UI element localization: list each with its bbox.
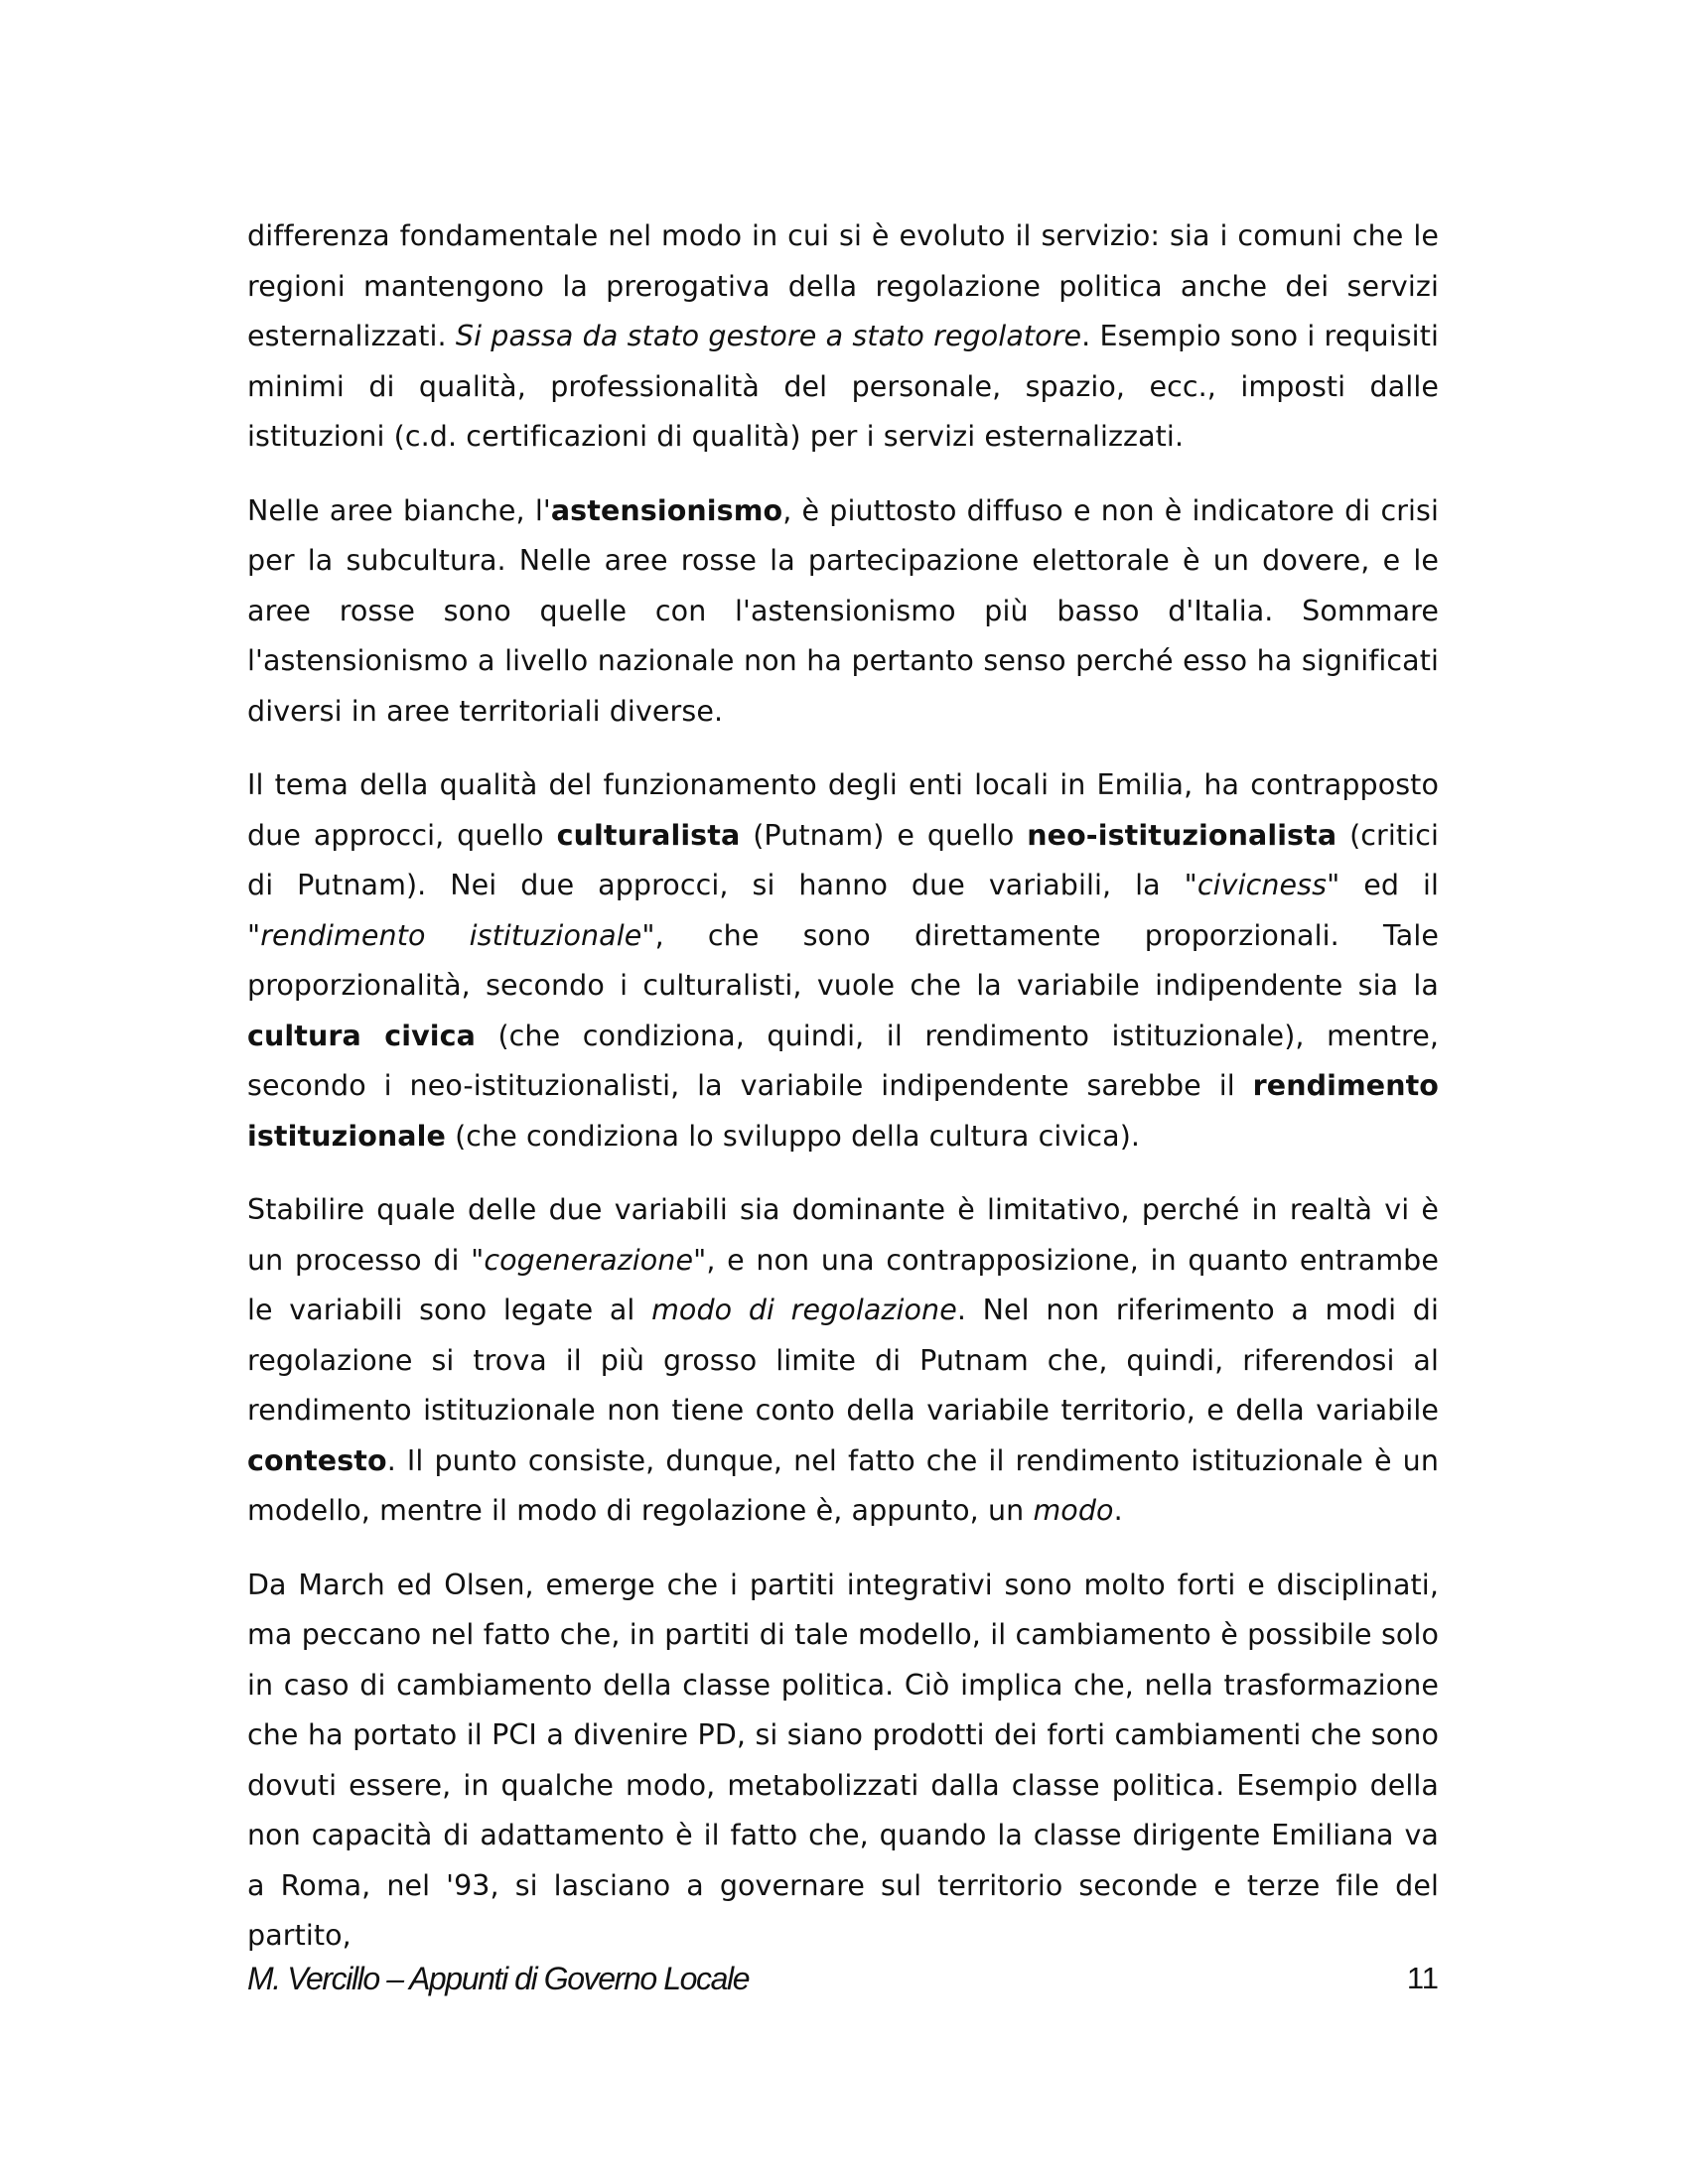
page-footer	[247, 1961, 1439, 2010]
text-segment: .	[1113, 1494, 1123, 1527]
bold-term: contesto	[247, 1443, 387, 1477]
text-segment: Il tema della qualità del funzionamento degli enti locali in Emilia, ha contrapposto due approcci, quello	[247, 768, 1439, 852]
italic-segment: modo	[1033, 1494, 1114, 1527]
text-segment: (che condiziona, quindi, il rendimento istituzionale), mentre, secondo i neo-istituzionalisti, la variabile indipendente sarebbe il	[247, 1019, 1439, 1102]
italic-segment: civicness	[1196, 869, 1328, 901]
text-segment: (Putnam) e quello	[740, 818, 1028, 852]
paragraph-1	[247, 211, 1439, 463]
text-segment: . Il punto consiste, dunque, nel fatto che il rendimento istituzionale è un modello, mentre il modo di regolazione è, appunto, un	[247, 1443, 1439, 1527]
paragraph-3	[247, 760, 1439, 1161]
text-segment: . Esempio sono i requisiti minimi di qualità, professionalità del personale, spazio, ecc., imposti dalle istituzioni (c.d. certificazioni di qualità) per i servizi esternalizzati.	[247, 320, 1439, 453]
italic-segment: modo di regolazione	[651, 1294, 957, 1326]
text-segment: differenza fondamentale nel modo in cui si è evoluto il servizio: sia i comuni che le regioni mantengono la prerogativa della regolazione politica anche dei servizi esternalizzati.	[247, 219, 1439, 352]
text-segment: Da March ed Olsen, emerge che i partiti integrativi sono molto forti e disciplinati, ma peccano nel fatto che, in partiti di tale modello, il cambiamento è possibile solo in caso di cambiamento della classe politica. Ciò implica che, nella trasformazione che ha portato il PCI a divenire PD, si siano prodotti dei forti cambiamenti che sono dovuti essere, in qualche modo, metabolizzati dalla classe politica. Esempio della non capacità di adattamento è il fatto che, quando la classe dirigente Emiliana va a Roma, nel '93, si lasciano a governare sul territorio seconde e terze file del partito,	[247, 1568, 1439, 1952]
italic-segment: cogenerazione	[484, 1243, 694, 1277]
bold-term: cultura civica	[247, 1019, 476, 1052]
italic-segment: rendimento istituzionale	[260, 918, 642, 952]
bold-term: rendimento istituzionale	[247, 1069, 1439, 1153]
italic-segment: Si passa da stato gestore a stato regolatore	[455, 320, 1082, 352]
footer-author-title: M. Vercillo – Appunti di Governo Locale	[247, 1961, 750, 1996]
text-segment: . Nel non riferimento a modi di regolazione si trova il più grosso limite di Putnam che, quindi, riferendosi al rendimento istituzionale non tiene conto della variabile territorio, e della variabile	[247, 1294, 1440, 1427]
text-segment: (critici di Putnam). Nei due approcci, si hanno due variabili, la "	[247, 818, 1439, 901]
paragraph-2	[247, 486, 1439, 738]
paragraph-4	[247, 1185, 1439, 1537]
text-segment: Stabilire quale delle due variabili sia dominante è limitativo, perché in realtà vi è un processo di "	[247, 1193, 1439, 1277]
bold-term: astensionismo	[550, 493, 783, 527]
text-segment: ", che sono direttamente proporzionali. Tale proporzionalità, secondo i culturalisti, vuole che la variabile indipendente sia la	[247, 918, 1439, 1002]
page-number: 11	[1406, 1961, 1439, 1995]
text-segment: (che condiziona lo sviluppo della cultura civica).	[445, 1119, 1141, 1153]
bold-term: culturalista	[556, 818, 741, 852]
text-segment: " ed il "	[247, 869, 1439, 952]
text-segment: ", e non una contrapposizione, in quanto entrambe le variabili sono legate al	[247, 1243, 1440, 1326]
text-segment: Nelle aree bianche, l'	[247, 493, 551, 527]
bold-term: neo-istituzionalista	[1027, 818, 1337, 852]
paragraph-5	[247, 1561, 1439, 1962]
page-body	[247, 211, 1439, 1985]
text-segment: , è piuttosto diffuso e non è indicatore di crisi per la subcultura. Nelle aree rosse la partecipazione elettorale è un dovere, e le aree rosse sono quelle con l'astensionismo più basso d'Italia. Sommare l'astensionismo a livello nazionale non ha pertanto senso perché esso ha significati diversi in aree territoriali diverse.	[247, 493, 1440, 728]
